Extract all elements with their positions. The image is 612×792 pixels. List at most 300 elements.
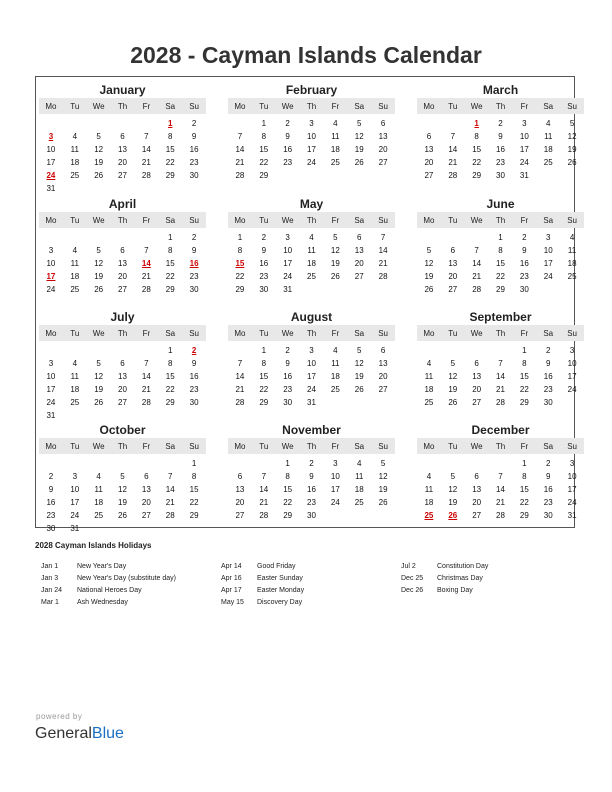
- week-row: [39, 457, 206, 470]
- day-cell: 24: [307, 158, 316, 167]
- holiday-date: May 15: [221, 598, 244, 606]
- weekday-label: Mo: [423, 328, 435, 338]
- weekday-label: Fr: [520, 215, 529, 225]
- week-row: [39, 496, 206, 509]
- day-cell: 6: [237, 472, 243, 481]
- day-cell: 17: [46, 158, 56, 167]
- day-cell: 6: [474, 472, 479, 481]
- day-cell: 30: [259, 285, 269, 294]
- weekday-label: Tu: [448, 441, 458, 451]
- day-cell: 3: [333, 459, 338, 468]
- day-cell: 25: [94, 511, 104, 520]
- day-cell: 2: [498, 119, 503, 128]
- day-cell: 27: [424, 171, 434, 180]
- holiday-day-cell: 25: [424, 511, 434, 520]
- day-cell: 8: [261, 132, 267, 141]
- day-cell: 7: [498, 359, 503, 368]
- day-cell: 27: [378, 158, 388, 167]
- holiday-column: [401, 560, 488, 596]
- day-cell: 7: [237, 359, 243, 368]
- weekday-label: Tu: [448, 101, 458, 111]
- day-cell: 4: [333, 346, 338, 355]
- day-cell: 12: [94, 259, 104, 268]
- weekday-label: Fr: [331, 101, 340, 111]
- day-cell: 5: [426, 246, 432, 255]
- week-row: [228, 457, 395, 470]
- day-cell: 4: [357, 459, 362, 468]
- day-cell: 22: [235, 272, 245, 281]
- day-cell: 10: [70, 485, 80, 494]
- day-cell: 23: [189, 385, 199, 394]
- day-cell: 14: [165, 485, 175, 494]
- weekday-label: Th: [306, 328, 317, 338]
- day-cell: 10: [307, 132, 316, 141]
- weekday-label: Tu: [448, 328, 458, 338]
- brand-logo: [35, 725, 124, 743]
- day-cell: 12: [424, 259, 434, 268]
- day-cell: 23: [259, 272, 269, 281]
- holiday-column: [41, 560, 176, 608]
- holiday-column: [221, 560, 304, 608]
- day-cell: 6: [120, 246, 125, 255]
- week-row: [417, 396, 584, 409]
- day-cell: 19: [94, 272, 104, 281]
- day-cell: 18: [330, 372, 340, 381]
- day-cell: 5: [450, 359, 456, 368]
- month-march: [417, 82, 584, 182]
- day-cell: 13: [354, 246, 364, 255]
- day-cell: 16: [283, 145, 293, 154]
- day-cell: 4: [309, 233, 314, 242]
- day-cell: 18: [70, 385, 80, 394]
- day-cell: 8: [237, 246, 243, 255]
- day-cell: 2: [48, 472, 54, 481]
- month-name: October: [99, 423, 146, 437]
- day-cell: 8: [168, 246, 173, 255]
- day-cell: 13: [141, 485, 151, 494]
- week-row: [228, 257, 395, 270]
- month-june: [417, 196, 584, 296]
- day-cell: 28: [496, 398, 505, 407]
- day-cell: 6: [357, 233, 362, 242]
- day-cell: 14: [235, 145, 245, 154]
- day-cell: 3: [546, 233, 551, 242]
- week-row: [417, 117, 584, 130]
- holiday-day-cell: 2: [191, 346, 197, 355]
- day-cell: 18: [354, 485, 364, 494]
- day-cell: 4: [426, 359, 432, 368]
- day-cell: 7: [261, 472, 267, 481]
- day-cell: 2: [191, 233, 197, 242]
- day-cell: 26: [354, 158, 364, 167]
- day-cell: 12: [448, 372, 458, 381]
- day-cell: 19: [330, 259, 340, 268]
- weekday-label: Tu: [259, 215, 269, 225]
- day-cell: 28: [235, 171, 245, 180]
- weekday-label: Tu: [70, 215, 80, 225]
- day-cell: 27: [472, 511, 482, 520]
- month-name: April: [108, 197, 137, 211]
- day-cell: 23: [189, 272, 199, 281]
- day-cell: 3: [569, 459, 575, 468]
- holiday-row: [41, 560, 176, 572]
- day-cell: 19: [424, 272, 434, 281]
- day-cell: 26: [94, 285, 104, 294]
- day-cell: 26: [567, 158, 577, 167]
- day-cell: 22: [519, 498, 529, 507]
- weekday-label: Sa: [354, 215, 365, 225]
- day-cell: 20: [424, 158, 434, 167]
- week-row: [228, 396, 395, 409]
- day-cell: 28: [141, 398, 151, 407]
- day-cell: 12: [118, 485, 127, 494]
- weekday-label: Th: [495, 328, 506, 338]
- week-row: [39, 370, 206, 383]
- day-cell: 5: [357, 346, 362, 355]
- day-cell: 5: [96, 132, 101, 141]
- weekday-label: Tu: [448, 215, 458, 225]
- day-cell: 30: [519, 285, 529, 294]
- week-row: [39, 270, 206, 283]
- day-cell: 17: [567, 485, 577, 494]
- week-row: [228, 344, 395, 357]
- day-cell: 10: [46, 372, 56, 381]
- day-cell: 22: [259, 158, 269, 167]
- day-cell: 31: [519, 171, 529, 180]
- day-cell: 3: [48, 359, 54, 368]
- day-cell: 10: [330, 472, 340, 481]
- month-may: [228, 196, 395, 296]
- day-cell: 15: [259, 145, 269, 154]
- holiday-row: [221, 584, 304, 596]
- day-cell: 17: [567, 372, 577, 381]
- week-row: [39, 231, 206, 244]
- page-title: 2028 - Cayman Islands Calendar: [130, 42, 482, 68]
- day-cell: 25: [70, 398, 80, 407]
- brand-general-text: General: [35, 725, 92, 742]
- weekday-header: [228, 438, 395, 454]
- week-row: [417, 156, 584, 169]
- weekday-label: Th: [495, 101, 506, 111]
- holiday-name: Easter Sunday: [257, 574, 303, 582]
- day-cell: 28: [141, 285, 151, 294]
- day-cell: 31: [46, 411, 56, 420]
- day-cell: 27: [472, 398, 482, 407]
- day-cell: 9: [191, 359, 197, 368]
- day-cell: 29: [283, 511, 293, 520]
- week-row: [228, 283, 395, 296]
- day-cell: 14: [496, 372, 505, 381]
- weekday-label: Fr: [520, 441, 529, 451]
- day-cell: 11: [331, 359, 340, 368]
- day-cell: 1: [261, 346, 267, 355]
- day-cell: 4: [72, 132, 78, 141]
- holiday-name: Easter Monday: [257, 586, 305, 594]
- weekday-label: Tu: [70, 101, 80, 111]
- day-cell: 10: [46, 259, 56, 268]
- day-cell: 3: [569, 346, 575, 355]
- holiday-date: Jan 24: [41, 586, 63, 594]
- day-cell: 19: [448, 498, 458, 507]
- weekday-label: Sa: [354, 328, 365, 338]
- weekday-label: We: [92, 215, 105, 225]
- day-cell: 25: [354, 498, 364, 507]
- day-cell: 31: [70, 524, 80, 533]
- day-cell: 11: [94, 485, 103, 494]
- day-cell: 2: [546, 459, 551, 468]
- day-cell: 23: [307, 498, 316, 507]
- day-cell: 19: [354, 145, 364, 154]
- holiday-name: National Heroes Day: [77, 586, 142, 594]
- day-cell: 16: [543, 485, 553, 494]
- month-name: May: [299, 197, 324, 211]
- day-cell: 9: [309, 472, 314, 481]
- day-cell: 11: [355, 472, 364, 481]
- weekday-header: [228, 98, 395, 114]
- day-cell: 13: [378, 132, 388, 141]
- day-cell: 12: [378, 472, 388, 481]
- day-cell: 1: [522, 459, 527, 468]
- day-cell: 21: [141, 272, 151, 281]
- day-cell: 23: [46, 511, 56, 520]
- day-cell: 1: [191, 459, 197, 468]
- day-cell: 25: [543, 158, 553, 167]
- day-cell: 1: [261, 119, 267, 128]
- day-cell: 31: [46, 184, 56, 193]
- holiday-row: [221, 596, 304, 608]
- brand-blue-text: Blue: [91, 725, 124, 742]
- day-cell: 15: [519, 485, 529, 494]
- day-cell: 21: [496, 498, 505, 507]
- day-cell: 21: [235, 385, 245, 394]
- day-cell: 9: [261, 246, 267, 255]
- week-row: [417, 383, 584, 396]
- day-cell: 14: [472, 259, 482, 268]
- day-cell: 8: [522, 472, 527, 481]
- day-cell: 10: [307, 359, 316, 368]
- weekday-label: Fr: [142, 441, 151, 451]
- day-cell: 20: [118, 385, 127, 394]
- day-cell: 20: [448, 272, 458, 281]
- day-cell: 6: [450, 246, 456, 255]
- weekday-label: Su: [189, 328, 199, 338]
- day-cell: 3: [72, 472, 78, 481]
- weekday-label: Fr: [331, 441, 340, 451]
- day-cell: 6: [380, 119, 386, 128]
- powered-by-label: powered by: [36, 712, 83, 721]
- day-cell: 29: [519, 398, 529, 407]
- day-cell: 3: [48, 246, 54, 255]
- day-cell: 29: [235, 285, 245, 294]
- day-cell: 1: [498, 233, 503, 242]
- day-cell: 7: [144, 359, 149, 368]
- day-cell: 18: [330, 145, 340, 154]
- day-cell: 31: [567, 511, 577, 520]
- day-cell: 22: [283, 498, 293, 507]
- weekday-label: We: [281, 215, 294, 225]
- day-cell: 16: [283, 372, 293, 381]
- day-cell: 23: [283, 158, 293, 167]
- weekday-header: [417, 438, 584, 454]
- week-row: [228, 496, 395, 509]
- day-cell: 25: [424, 398, 434, 407]
- weekday-label: Fr: [520, 328, 529, 338]
- day-cell: 9: [191, 246, 197, 255]
- day-cell: 4: [72, 246, 78, 255]
- holiday-date: Dec 25: [401, 574, 424, 582]
- week-row: [39, 357, 206, 370]
- weekday-label: We: [281, 441, 294, 451]
- day-cell: 2: [522, 233, 527, 242]
- day-cell: 21: [141, 385, 151, 394]
- week-row: [39, 344, 206, 357]
- day-cell: 5: [450, 472, 456, 481]
- day-cell: 20: [118, 158, 127, 167]
- day-cell: 13: [472, 485, 482, 494]
- day-cell: 21: [448, 158, 458, 167]
- weekday-label: Sa: [165, 101, 176, 111]
- day-cell: 12: [448, 485, 458, 494]
- holiday-row: [221, 560, 304, 572]
- day-cell: 16: [307, 485, 316, 494]
- weekday-label: Su: [378, 328, 388, 338]
- week-row: [417, 169, 584, 182]
- weekday-label: We: [470, 215, 483, 225]
- day-cell: 26: [330, 272, 340, 281]
- day-cell: 25: [330, 385, 340, 394]
- holiday-date: Apr 14: [221, 562, 242, 570]
- month-august: [228, 309, 395, 409]
- week-row: [39, 396, 206, 409]
- day-cell: 17: [330, 485, 340, 494]
- day-cell: 8: [522, 359, 527, 368]
- day-cell: 20: [235, 498, 245, 507]
- day-cell: 25: [330, 158, 340, 167]
- day-cell: 26: [378, 498, 388, 507]
- day-cell: 2: [285, 119, 290, 128]
- day-cell: 17: [283, 259, 293, 268]
- holiday-date: Apr 17: [221, 586, 242, 594]
- day-cell: 8: [498, 246, 503, 255]
- day-cell: 22: [165, 272, 175, 281]
- holiday-day-cell: 3: [48, 132, 54, 141]
- week-row: [39, 117, 206, 130]
- day-cell: 9: [48, 485, 54, 494]
- day-cell: 3: [285, 233, 290, 242]
- day-cell: 1: [168, 346, 173, 355]
- week-row: [417, 344, 584, 357]
- weekday-label: Mo: [234, 328, 246, 338]
- day-cell: 24: [70, 511, 80, 520]
- day-cell: 16: [496, 145, 505, 154]
- day-cell: 17: [519, 145, 529, 154]
- week-row: [228, 244, 395, 257]
- day-cell: 22: [165, 385, 175, 394]
- month-name: November: [282, 423, 341, 437]
- day-cell: 4: [426, 472, 432, 481]
- day-cell: 13: [448, 259, 458, 268]
- month-november: [228, 422, 395, 522]
- month-name: July: [110, 310, 135, 324]
- day-cell: 15: [472, 145, 482, 154]
- weekday-header: [39, 98, 206, 114]
- day-cell: 7: [380, 233, 386, 242]
- day-cell: 2: [191, 119, 197, 128]
- day-cell: 12: [94, 145, 104, 154]
- day-cell: 23: [543, 385, 553, 394]
- day-cell: 20: [378, 145, 388, 154]
- day-cell: 28: [235, 398, 245, 407]
- day-cell: 27: [118, 398, 127, 407]
- day-cell: 22: [259, 385, 269, 394]
- day-cell: 30: [189, 398, 199, 407]
- month-october: [39, 422, 206, 535]
- day-cell: 14: [259, 485, 269, 494]
- day-cell: 3: [522, 119, 527, 128]
- holiday-row: [41, 584, 176, 596]
- day-cell: 24: [567, 498, 577, 507]
- day-cell: 27: [118, 171, 127, 180]
- weekday-label: Th: [117, 215, 128, 225]
- weekday-label: Fr: [142, 328, 151, 338]
- day-cell: 18: [70, 158, 80, 167]
- holiday-row: [401, 560, 488, 572]
- weekday-label: We: [92, 441, 105, 451]
- day-cell: 20: [378, 372, 388, 381]
- weekday-label: Fr: [331, 215, 340, 225]
- weekday-label: Fr: [142, 101, 151, 111]
- day-cell: 25: [70, 285, 80, 294]
- day-cell: 15: [283, 485, 293, 494]
- calendar-grid: [35, 76, 577, 533]
- day-cell: 24: [330, 498, 340, 507]
- day-cell: 26: [424, 285, 434, 294]
- holiday-date: Jan 1: [41, 562, 59, 570]
- day-cell: 10: [567, 472, 577, 481]
- week-row: [417, 457, 584, 470]
- day-cell: 23: [283, 385, 293, 394]
- week-row: [417, 244, 584, 257]
- holiday-day-cell: 1: [474, 119, 479, 128]
- day-cell: 2: [309, 459, 314, 468]
- weekday-label: Sa: [543, 328, 554, 338]
- day-cell: 19: [354, 372, 364, 381]
- weekday-label: Sa: [354, 441, 365, 451]
- holiday-day-cell: 26: [448, 511, 458, 520]
- day-cell: 11: [70, 259, 79, 268]
- weekday-label: Th: [306, 215, 317, 225]
- day-cell: 2: [261, 233, 267, 242]
- day-cell: 24: [46, 285, 56, 294]
- day-cell: 29: [189, 511, 199, 520]
- holiday-row: [221, 572, 304, 584]
- holiday-day-cell: 15: [235, 259, 245, 268]
- weekday-label: Su: [378, 101, 388, 111]
- holiday-day-cell: 16: [189, 259, 199, 268]
- day-cell: 10: [46, 145, 56, 154]
- weekday-label: Th: [495, 215, 506, 225]
- day-cell: 7: [498, 472, 503, 481]
- day-cell: 12: [354, 359, 364, 368]
- weekday-label: Mo: [234, 101, 246, 111]
- day-cell: 28: [259, 511, 269, 520]
- day-cell: 4: [72, 359, 78, 368]
- month-name: August: [290, 310, 333, 324]
- day-cell: 17: [543, 259, 553, 268]
- weekday-label: Sa: [543, 215, 554, 225]
- week-row: [228, 156, 395, 169]
- weekday-header: [228, 212, 395, 228]
